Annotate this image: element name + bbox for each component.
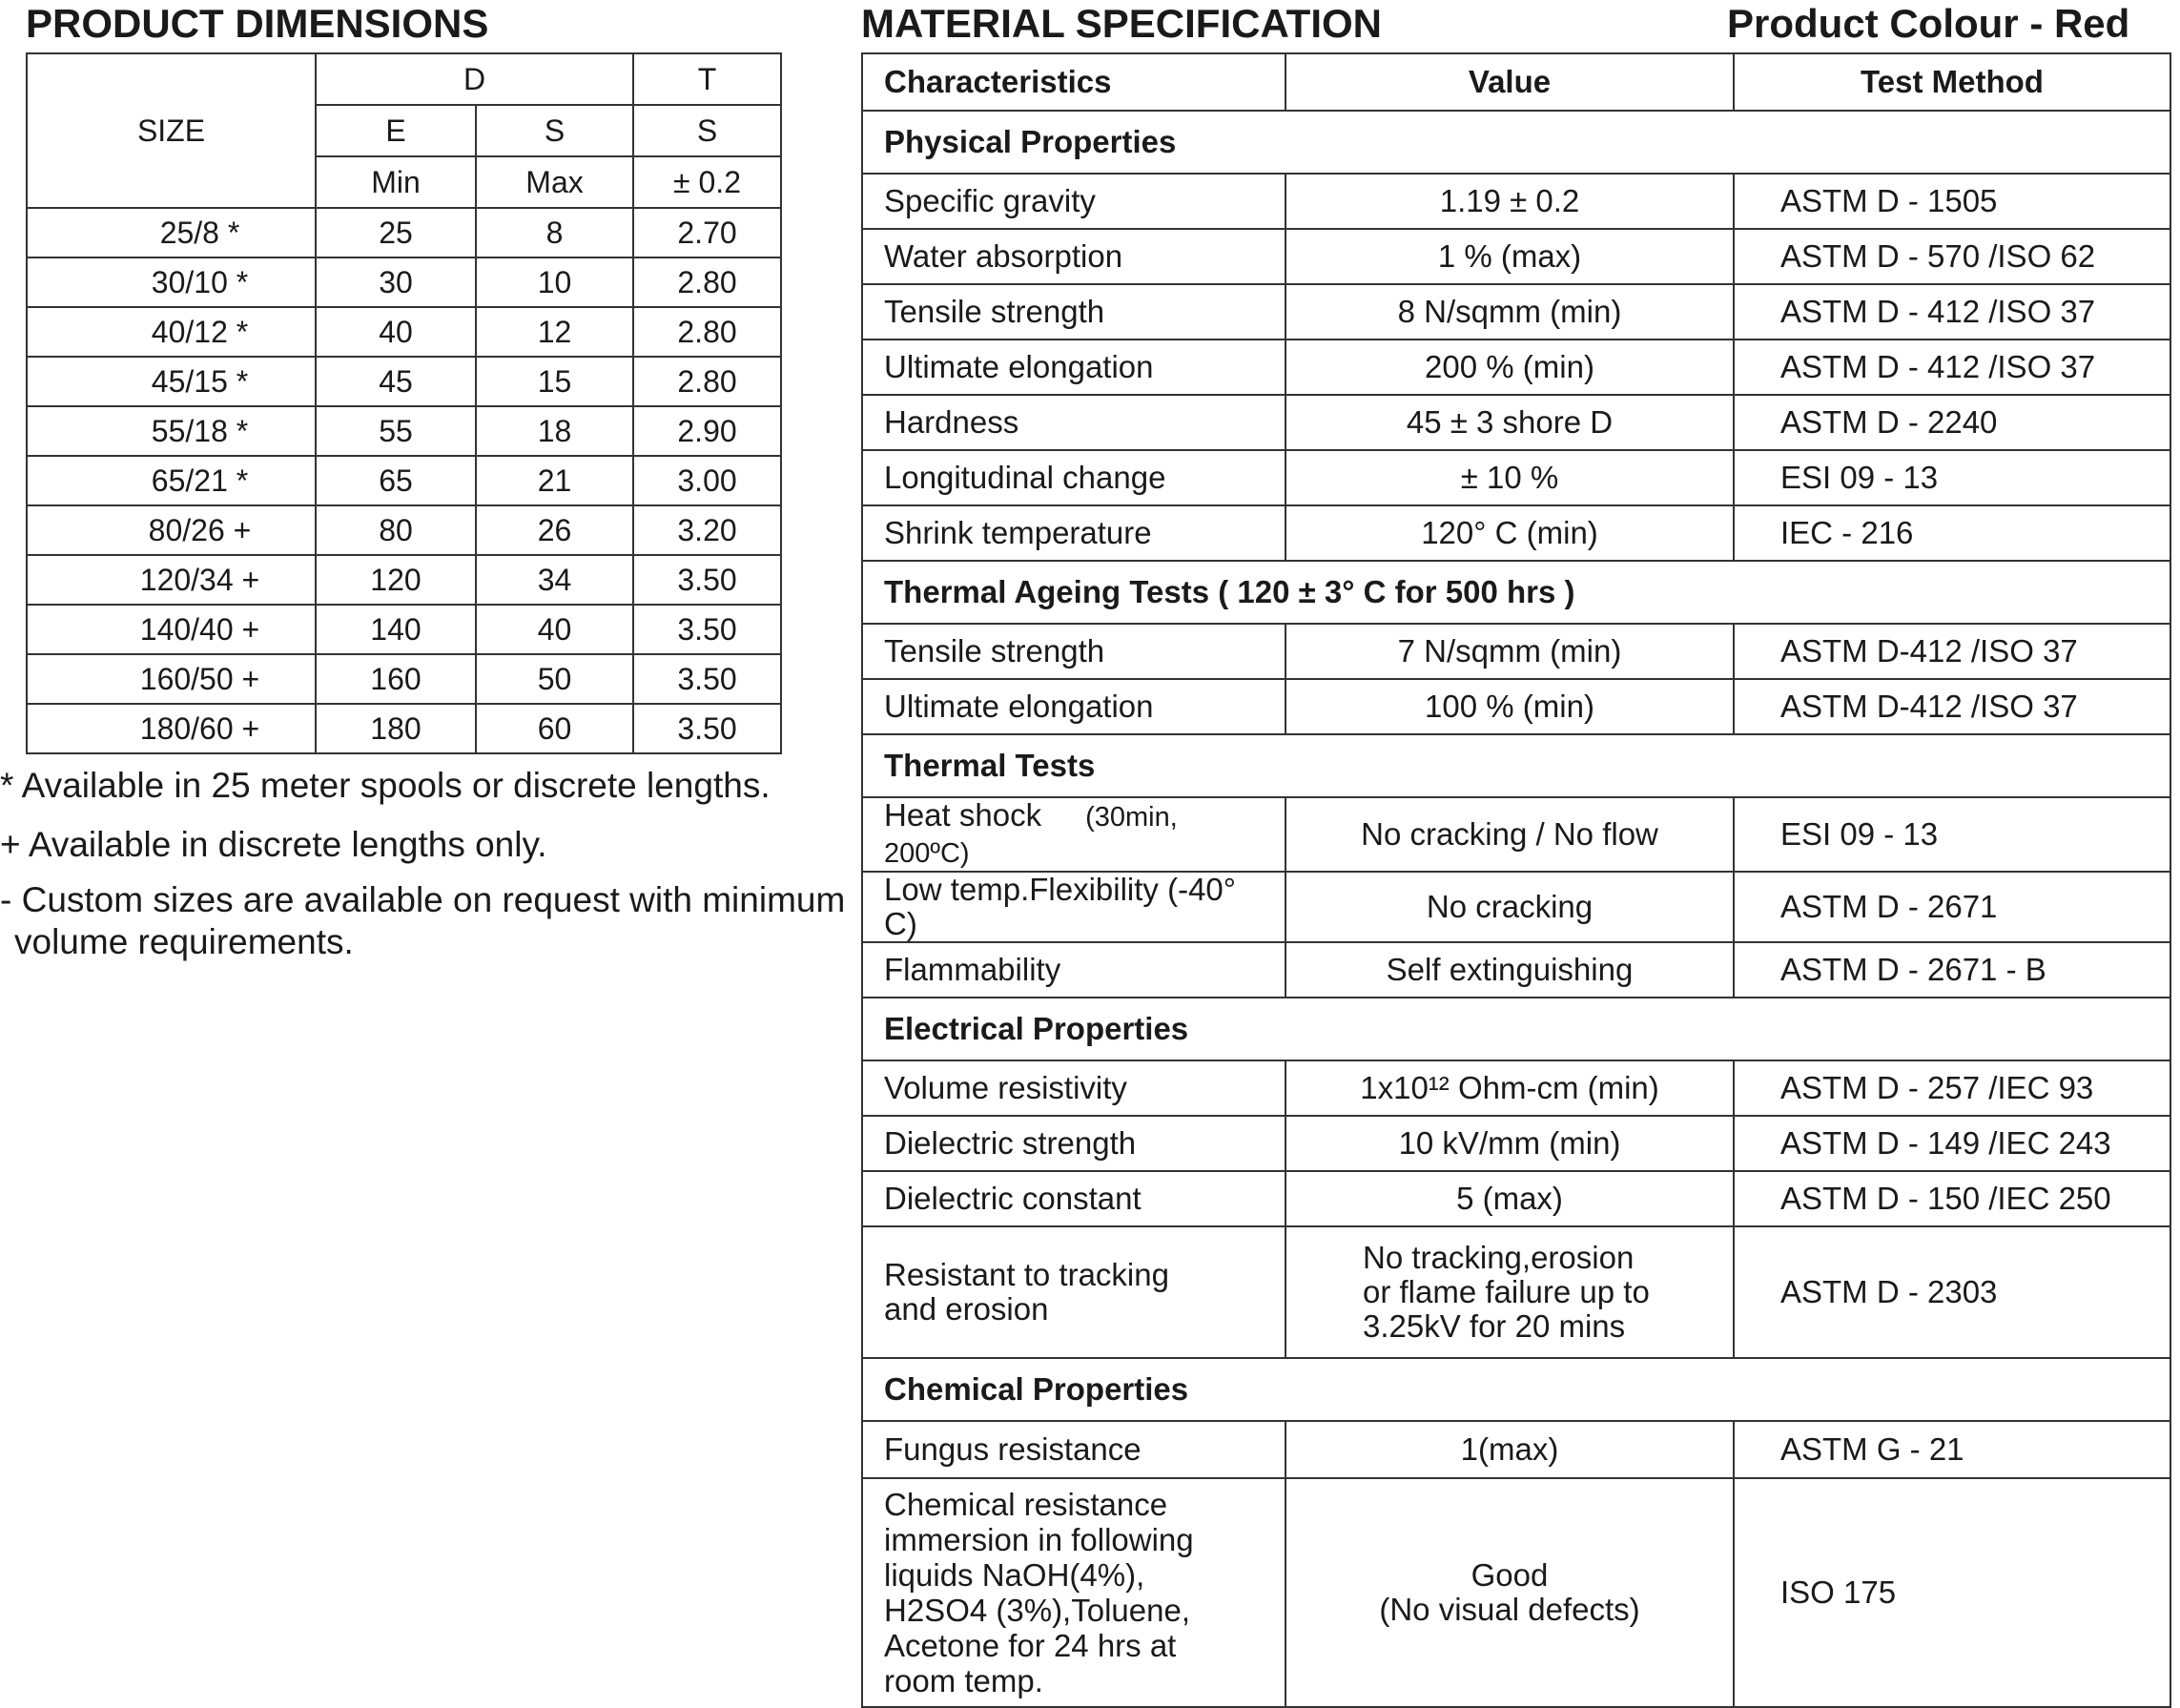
note-custom-cont: volume requirements. — [14, 922, 354, 961]
spec-row — [862, 505, 2170, 561]
spec-row — [862, 174, 2170, 229]
spec-test-method: ASTM D - 412 /ISO 37 — [1734, 340, 2170, 395]
spec-row — [862, 340, 2170, 395]
spec-characteristic: Dielectric strength — [862, 1116, 1285, 1171]
group-thermal-ageing: Thermal Ageing Tests ( 120 ± 3° C for 500 hrs ) — [862, 561, 2170, 624]
spec-test-method: ASTM G - 21 — [1734, 1421, 2170, 1478]
spec-value: Self extinguishing — [1285, 942, 1734, 998]
min-header: Min — [316, 156, 476, 208]
spec-characteristic: Flammability — [862, 942, 1285, 998]
dimension-row — [27, 307, 781, 357]
s-max-cell: 8 — [476, 208, 633, 257]
s-max-cell: 40 — [476, 605, 633, 654]
e-min-cell: 25 — [316, 208, 476, 257]
spec-test-method: ASTM D - 150 /IEC 250 — [1734, 1171, 2170, 1226]
t-cell: 3.50 — [633, 605, 781, 654]
size-cell: 30/10 * — [27, 257, 316, 307]
spec-test-method: ESI 09 - 13 — [1734, 450, 2170, 505]
spec-value: 45 ± 3 shore D — [1285, 395, 1734, 450]
spec-value: 120° C (min) — [1285, 505, 1734, 561]
spec-value — [1285, 1226, 1734, 1358]
spec-value: 100 % (min) — [1285, 679, 1734, 734]
e-min-cell: 120 — [316, 555, 476, 605]
spec-row — [862, 1171, 2170, 1226]
size-cell: 40/12 * — [27, 307, 316, 357]
spec-row — [862, 679, 2170, 734]
s-max-cell: 12 — [476, 307, 633, 357]
spec-test-method: ASTM D - 149 /IEC 243 — [1734, 1116, 2170, 1171]
size-cell: 80/26 + — [27, 505, 316, 555]
specification-title: MATERIAL SPECIFICATION — [861, 1, 1382, 46]
spec-value: ± 10 % — [1285, 450, 1734, 505]
characteristics-header: Characteristics — [862, 53, 1285, 111]
t-cell: 2.80 — [633, 257, 781, 307]
spec-value: 1.19 ± 0.2 — [1285, 174, 1734, 229]
size-cell: 120/34 + — [27, 555, 316, 605]
spec-characteristic — [862, 1226, 1285, 1358]
dimension-row — [27, 406, 781, 456]
s-max-cell: 18 — [476, 406, 633, 456]
spec-test-method: ASTM D - 570 /ISO 62 — [1734, 229, 2170, 284]
spec-row — [862, 872, 2170, 942]
spec-test-method: ASTM D - 2671 - B — [1734, 942, 2170, 998]
chemical-label-line: Chemical resistance — [884, 1487, 1168, 1522]
e-min-cell: 160 — [316, 654, 476, 704]
spec-value: 8 N/sqmm (min) — [1285, 284, 1734, 340]
spec-value: 200 % (min) — [1285, 340, 1734, 395]
spec-characteristic: Tensile strength — [862, 284, 1285, 340]
spec-test-method: ASTM D - 2240 — [1734, 395, 2170, 450]
dimension-row — [27, 654, 781, 704]
s-max-cell: 21 — [476, 456, 633, 505]
e-min-cell: 140 — [316, 605, 476, 654]
chemical-label-line: H2SO4 (3%),Toluene, — [884, 1593, 1190, 1628]
spec-characteristic: Low temp.Flexibility (-40° C) — [862, 872, 1285, 942]
dimension-row — [27, 505, 781, 555]
tracking-value-line: 3.25kV for 20 mins — [1363, 1308, 1626, 1344]
s-max-cell: 34 — [476, 555, 633, 605]
dimension-row — [27, 208, 781, 257]
chemical-label-line: immersion in following — [884, 1522, 1194, 1557]
dimensions-title: PRODUCT DIMENSIONS — [26, 1, 489, 46]
note-spools: * Available in 25 meter spools or discrete lengths. — [0, 766, 771, 805]
spec-test-method: ASTM D-412 /ISO 37 — [1734, 624, 2170, 679]
e-min-cell: 40 — [316, 307, 476, 357]
group-electrical: Electrical Properties — [862, 998, 2170, 1060]
test-method-header: Test Method — [1734, 53, 2170, 111]
spec-row — [862, 624, 2170, 679]
spec-value: 10 kV/mm (min) — [1285, 1116, 1734, 1171]
t-header: T — [633, 53, 781, 105]
dimension-row — [27, 257, 781, 307]
max-header: Max — [476, 156, 633, 208]
spec-test-method: ESI 09 - 13 — [1734, 797, 2170, 872]
spec-value: No cracking — [1285, 872, 1734, 942]
t-cell: 3.50 — [633, 654, 781, 704]
t-cell: 2.70 — [633, 208, 781, 257]
spec-characteristic: Volume resistivity — [862, 1060, 1285, 1116]
chemical-value-line: Good — [1470, 1557, 1549, 1593]
dimension-row — [27, 605, 781, 654]
spec-characteristic — [862, 1478, 1285, 1707]
e-min-cell: 55 — [316, 406, 476, 456]
specification-table — [861, 52, 2171, 1708]
t-cell: 3.00 — [633, 456, 781, 505]
s-max-cell: 26 — [476, 505, 633, 555]
e-header: E — [316, 105, 476, 156]
group-physical: Physical Properties — [862, 111, 2170, 174]
spec-value: No cracking / No flow — [1285, 797, 1734, 872]
spec-row — [862, 229, 2170, 284]
dimension-row — [27, 704, 781, 753]
spec-characteristic: Longitudinal change — [862, 450, 1285, 505]
size-cell: 140/40 + — [27, 605, 316, 654]
size-cell: 160/50 + — [27, 654, 316, 704]
t-cell: 2.80 — [633, 307, 781, 357]
s-max-cell: 60 — [476, 704, 633, 753]
e-min-cell: 45 — [316, 357, 476, 406]
spec-characteristic: Water absorption — [862, 229, 1285, 284]
tracking-value-line: No tracking,erosion — [1363, 1240, 1635, 1275]
e-min-cell: 180 — [316, 704, 476, 753]
s-max-cell: 10 — [476, 257, 633, 307]
spec-value: 7 N/sqmm (min) — [1285, 624, 1734, 679]
s-max-cell: 50 — [476, 654, 633, 704]
d-header: D — [316, 53, 633, 105]
spec-value: 1(max) — [1285, 1421, 1734, 1478]
spec-characteristic — [862, 797, 1285, 872]
s-max-cell: 15 — [476, 357, 633, 406]
heat-shock-label: Heat shock — [884, 797, 1042, 833]
spec-characteristic: Fungus resistance — [862, 1421, 1285, 1478]
spec-value: 1x10¹² Ohm-cm (min) — [1285, 1060, 1734, 1116]
spec-test-method: IEC - 216 — [1734, 505, 2170, 561]
heat-shock-condition: (30min, 200ºC) — [884, 802, 1178, 869]
spec-characteristic: Tensile strength — [862, 624, 1285, 679]
spec-characteristic: Ultimate elongation — [862, 340, 1285, 395]
spec-characteristic: Shrink temperature — [862, 505, 1285, 561]
tracking-label-line: and erosion — [884, 1291, 1049, 1327]
size-cell: 65/21 * — [27, 456, 316, 505]
spec-row — [862, 284, 2170, 340]
spec-test-method: ASTM D - 412 /ISO 37 — [1734, 284, 2170, 340]
t-cell: 3.20 — [633, 505, 781, 555]
note-discrete: + Available in discrete lengths only. — [0, 825, 547, 864]
dimension-row — [27, 555, 781, 605]
e-min-cell: 80 — [316, 505, 476, 555]
tracking-label-line: Resistant to tracking — [884, 1257, 1169, 1292]
dimension-row — [27, 357, 781, 406]
spec-test-method: ISO 175 — [1734, 1478, 2170, 1707]
spec-value: 1 % (max) — [1285, 229, 1734, 284]
chemical-label-line: room temp. — [884, 1663, 1043, 1698]
size-cell: 25/8 * — [27, 208, 316, 257]
e-min-cell: 65 — [316, 456, 476, 505]
e-min-cell: 30 — [316, 257, 476, 307]
group-thermal: Thermal Tests — [862, 734, 2170, 797]
spec-row — [862, 450, 2170, 505]
spec-value: 5 (max) — [1285, 1171, 1734, 1226]
chemical-label-line: Acetone for 24 hrs at — [884, 1628, 1177, 1663]
chemical-value-line: (No visual defects) — [1379, 1592, 1640, 1627]
product-colour: Product Colour - Red — [1727, 1, 2130, 46]
spec-characteristic: Hardness — [862, 395, 1285, 450]
spec-characteristic: Ultimate elongation — [862, 679, 1285, 734]
size-cell: 180/60 + — [27, 704, 316, 753]
note-custom: - Custom sizes are available on request with minimum — [0, 880, 846, 919]
spec-row — [862, 942, 2170, 998]
size-cell: 55/18 * — [27, 406, 316, 456]
spec-value — [1285, 1478, 1734, 1707]
spec-test-method: ASTM D - 2671 — [1734, 872, 2170, 942]
spec-row — [862, 1116, 2170, 1171]
s-header: S — [476, 105, 633, 156]
t-cell: 2.80 — [633, 357, 781, 406]
s-header: S — [633, 105, 781, 156]
group-chemical: Chemical Properties — [862, 1358, 2170, 1421]
chemical-label-line: liquids NaOH(4%), — [884, 1557, 1145, 1593]
spec-characteristic: Specific gravity — [862, 174, 1285, 229]
spec-row — [862, 395, 2170, 450]
t-cell: 3.50 — [633, 704, 781, 753]
spec-test-method: ASTM D - 2303 — [1734, 1226, 2170, 1358]
spec-characteristic: Dielectric constant — [862, 1171, 1285, 1226]
size-header: SIZE — [27, 53, 316, 208]
size-cell: 45/15 * — [27, 357, 316, 406]
spec-test-method: ASTM D-412 /ISO 37 — [1734, 679, 2170, 734]
t-cell: 3.50 — [633, 555, 781, 605]
spec-test-method: ASTM D - 257 /IEC 93 — [1734, 1060, 2170, 1116]
dimension-row — [27, 456, 781, 505]
value-header: Value — [1285, 53, 1734, 111]
tolerance-header: ± 0.2 — [633, 156, 781, 208]
tracking-value-line: or flame failure up to — [1363, 1274, 1650, 1309]
dimensions-table — [26, 52, 782, 754]
spec-test-method: ASTM D - 1505 — [1734, 174, 2170, 229]
t-cell: 2.90 — [633, 406, 781, 456]
spec-row — [862, 1060, 2170, 1116]
